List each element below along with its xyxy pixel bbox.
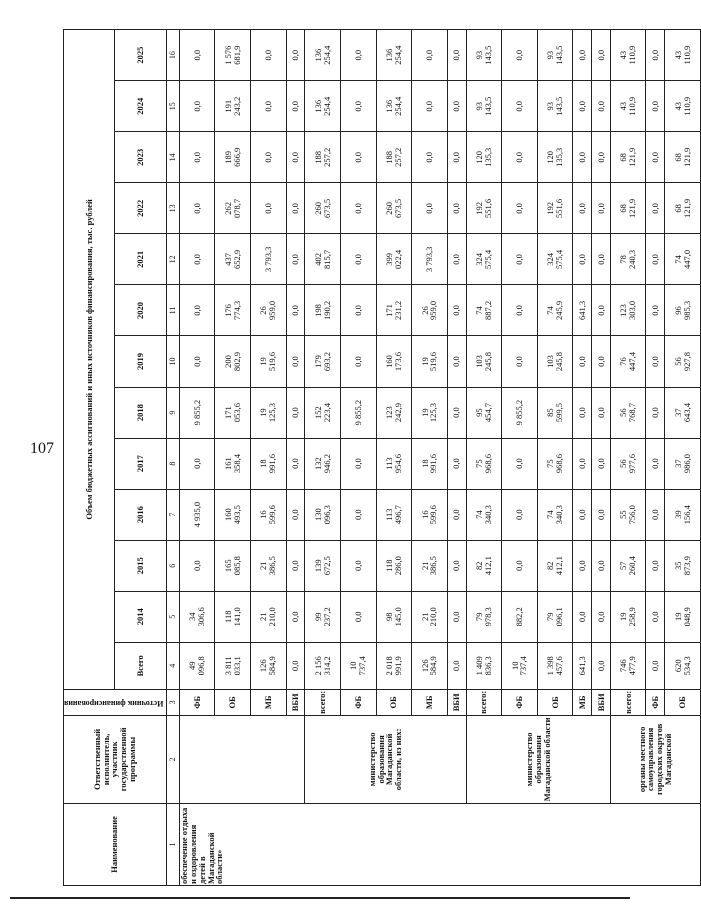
total-cell: 3 811 033,1	[215, 642, 251, 689]
year-value-cell: 0,0	[250, 81, 286, 132]
year-value-cell: 93 143,5	[466, 30, 502, 81]
source-cell: МБ	[250, 689, 286, 715]
year-value-cell: 0,0	[592, 387, 611, 438]
total-cell: 1 409 836,3	[466, 642, 502, 689]
year-value-cell: 0,0	[592, 591, 611, 642]
header-year: 2025	[115, 30, 166, 81]
year-value-cell: 35 873,9	[665, 540, 701, 591]
total-cell: 1 398 457,6	[537, 642, 573, 689]
year-value-cell: 136 254,4	[376, 81, 412, 132]
total-cell: 0,0	[646, 642, 665, 689]
column-index: 13	[166, 183, 179, 234]
header-year: 2014	[115, 591, 166, 642]
year-value-cell: 165 085,8	[215, 540, 251, 591]
year-value-cell: 98 145,0	[376, 591, 412, 642]
year-value-cell: 123 303,0	[610, 285, 646, 336]
source-cell: ФБ	[646, 689, 665, 715]
year-value-cell: 0,0	[179, 336, 215, 387]
year-value-cell: 0,0	[502, 285, 538, 336]
column-index: 10	[166, 336, 179, 387]
year-value-cell: 0,0	[646, 30, 665, 81]
year-value-cell: 179 693,2	[305, 336, 341, 387]
year-value-cell: 189 666,9	[215, 132, 251, 183]
bottom-rule	[10, 897, 630, 899]
year-value-cell: 9 855,2	[340, 387, 376, 438]
year-value-cell: 16 599,6	[412, 489, 448, 540]
year-value-cell: 0,0	[646, 387, 665, 438]
year-value-cell: 43 110,9	[665, 81, 701, 132]
column-index: 15	[166, 81, 179, 132]
table-row	[179, 30, 215, 886]
column-index: 11	[166, 285, 179, 336]
column-index: 2	[166, 715, 179, 803]
source-cell: МБ	[573, 689, 592, 715]
year-value-cell: 0,0	[573, 591, 592, 642]
total-cell: 10 737,4	[502, 642, 538, 689]
year-value-cell: 113 496,7	[376, 489, 412, 540]
year-value-cell: 0,0	[447, 489, 466, 540]
year-value-cell: 0,0	[179, 285, 215, 336]
column-index: 1	[166, 803, 179, 885]
year-value-cell: 0,0	[502, 183, 538, 234]
year-value-cell: 0,0	[286, 438, 305, 489]
year-value-cell: 16 599,6	[250, 489, 286, 540]
year-value-cell: 18 991,6	[250, 438, 286, 489]
year-value-cell: 188 257,2	[376, 132, 412, 183]
year-value-cell: 260 673,5	[305, 183, 341, 234]
year-value-cell: 0,0	[447, 387, 466, 438]
year-value-cell: 0,0	[179, 30, 215, 81]
total-cell: 126 584,9	[412, 642, 448, 689]
year-value-cell: 39 156,4	[665, 489, 701, 540]
year-value-cell: 0,0	[179, 183, 215, 234]
year-value-cell: 82 412,1	[537, 540, 573, 591]
year-value-cell: 21 386,5	[412, 540, 448, 591]
year-value-cell: 123 242,9	[376, 387, 412, 438]
year-value-cell: 171 231,2	[376, 285, 412, 336]
year-value-cell: 0,0	[412, 132, 448, 183]
responsible-cell: министерство образования Магаданской области, из них:	[305, 715, 466, 803]
header-year: 2018	[115, 387, 166, 438]
year-value-cell: 132 946,2	[305, 438, 341, 489]
year-value-cell: 68 121,9	[665, 183, 701, 234]
index-row	[166, 30, 179, 886]
header-year: 2017	[115, 438, 166, 489]
header-year: 2019	[115, 336, 166, 387]
year-value-cell: 93 143,5	[466, 81, 502, 132]
year-value-cell: 0,0	[340, 234, 376, 285]
year-value-cell: 75 968,6	[537, 438, 573, 489]
year-value-cell: 43 110,9	[610, 81, 646, 132]
year-value-cell: 0,0	[286, 285, 305, 336]
column-index: 12	[166, 234, 179, 285]
year-value-cell: 0,0	[286, 183, 305, 234]
year-value-cell: 99 237,2	[305, 591, 341, 642]
source-cell: ОБ	[665, 689, 701, 715]
year-value-cell: 0,0	[573, 132, 592, 183]
year-value-cell: 136 254,4	[305, 81, 341, 132]
total-cell: 0,0	[286, 642, 305, 689]
year-value-cell: 0,0	[592, 438, 611, 489]
year-value-cell: 0,0	[592, 540, 611, 591]
year-value-cell: 191 243,2	[215, 81, 251, 132]
year-value-cell: 0,0	[286, 591, 305, 642]
year-value-cell: 262 078,7	[215, 183, 251, 234]
year-value-cell: 0,0	[286, 132, 305, 183]
year-value-cell: 260 673,5	[376, 183, 412, 234]
header-responsible: Ответственный исполнитель, участник государственной программы	[64, 715, 167, 803]
year-value-cell: 118 141,0	[215, 591, 251, 642]
year-value-cell: 0,0	[646, 81, 665, 132]
year-value-cell: 399 022,4	[376, 234, 412, 285]
year-value-cell: 0,0	[447, 234, 466, 285]
header-year: 2020	[115, 285, 166, 336]
year-value-cell: 0,0	[502, 30, 538, 81]
table-row	[466, 30, 502, 886]
year-value-cell: 26 959,0	[250, 285, 286, 336]
year-value-cell: 0,0	[502, 132, 538, 183]
source-cell: ВБИ	[447, 689, 466, 715]
year-value-cell: 0,0	[592, 489, 611, 540]
total-cell: 0,0	[447, 642, 466, 689]
source-cell: всего:	[466, 689, 502, 715]
year-value-cell: 152 223,4	[305, 387, 341, 438]
year-value-cell: 324 575,4	[537, 234, 573, 285]
source-cell: всего:	[305, 689, 341, 715]
year-value-cell: 0,0	[646, 591, 665, 642]
year-value-cell: 0,0	[286, 489, 305, 540]
year-value-cell: 0,0	[250, 132, 286, 183]
year-value-cell: 0,0	[573, 540, 592, 591]
year-value-cell: 56 768,7	[610, 387, 646, 438]
total-cell: 2 018 991,9	[376, 642, 412, 689]
column-index: 7	[166, 489, 179, 540]
total-cell: 0,0	[592, 642, 611, 689]
year-value-cell: 4 935,0	[179, 489, 215, 540]
year-value-cell: 113 954,6	[376, 438, 412, 489]
table-body	[179, 30, 700, 886]
year-value-cell: 0,0	[592, 285, 611, 336]
year-value-cell: 176 774,3	[215, 285, 251, 336]
year-value-cell: 0,0	[502, 540, 538, 591]
total-cell: 746 477,9	[610, 642, 646, 689]
year-value-cell: 103 245,8	[466, 336, 502, 387]
year-value-cell: 0,0	[340, 489, 376, 540]
year-value-cell: 0,0	[646, 489, 665, 540]
header-name: Наименование	[64, 803, 167, 885]
year-value-cell: 74 340,3	[537, 489, 573, 540]
year-value-cell: 0,0	[179, 132, 215, 183]
header-year: 2021	[115, 234, 166, 285]
total-cell: 2 156 314,2	[305, 642, 341, 689]
total-cell: 126 584,9	[250, 642, 286, 689]
year-value-cell: 0,0	[340, 30, 376, 81]
year-value-cell: 198 190,2	[305, 285, 341, 336]
year-value-cell: 0,0	[502, 489, 538, 540]
year-value-cell: 74 340,3	[466, 489, 502, 540]
source-cell: ФБ	[340, 689, 376, 715]
year-value-cell: 34 306,6	[179, 591, 215, 642]
year-value-cell: 93 143,5	[537, 30, 573, 81]
year-value-cell: 37 643,4	[665, 387, 701, 438]
year-value-cell: 882,2	[502, 591, 538, 642]
year-value-cell: 136 254,4	[376, 30, 412, 81]
year-value-cell: 0,0	[179, 438, 215, 489]
year-value-cell: 0,0	[447, 81, 466, 132]
year-value-cell: 161 358,4	[215, 438, 251, 489]
year-value-cell: 0,0	[412, 30, 448, 81]
year-value-cell: 0,0	[179, 540, 215, 591]
year-value-cell: 0,0	[592, 234, 611, 285]
year-value-cell: 74 447,0	[665, 234, 701, 285]
year-value-cell: 0,0	[447, 285, 466, 336]
year-value-cell: 0,0	[340, 81, 376, 132]
year-value-cell: 0,0	[340, 591, 376, 642]
year-value-cell: 0,0	[573, 183, 592, 234]
year-value-cell: 171 053,6	[215, 387, 251, 438]
total-cell: 641,3	[573, 642, 592, 689]
year-value-cell: 74 245,9	[537, 285, 573, 336]
year-value-cell: 0,0	[340, 438, 376, 489]
year-value-cell: 0,0	[646, 336, 665, 387]
year-value-cell: 19 258,9	[610, 591, 646, 642]
year-value-cell: 0,0	[286, 81, 305, 132]
source-cell: ФБ	[502, 689, 538, 715]
year-value-cell: 200 802,9	[215, 336, 251, 387]
year-value-cell: 0,0	[646, 540, 665, 591]
year-value-cell: 68 121,9	[610, 183, 646, 234]
year-value-cell: 192 551,6	[537, 183, 573, 234]
source-cell: ВБИ	[286, 689, 305, 715]
column-index: 9	[166, 387, 179, 438]
source-cell: ФБ	[179, 689, 215, 715]
year-value-cell: 18 991,6	[412, 438, 448, 489]
year-value-cell: 0,0	[412, 183, 448, 234]
source-cell: ОБ	[537, 689, 573, 715]
year-value-cell: 0,0	[286, 387, 305, 438]
header-year: 2015	[115, 540, 166, 591]
column-index: 4	[166, 642, 179, 689]
column-index: 3	[166, 689, 179, 715]
year-value-cell: 74 887,2	[466, 285, 502, 336]
year-value-cell: 0,0	[447, 183, 466, 234]
year-value-cell: 0,0	[286, 234, 305, 285]
program-name-cell: обеспечение отдыха и оздоровления детей в Магаданской области»	[179, 803, 700, 885]
year-value-cell: 402 815,7	[305, 234, 341, 285]
year-value-cell: 0,0	[447, 591, 466, 642]
year-value-cell: 0,0	[573, 438, 592, 489]
year-value-cell: 0,0	[179, 234, 215, 285]
source-cell: ОБ	[215, 689, 251, 715]
year-value-cell: 437 652,9	[215, 234, 251, 285]
year-value-cell: 9 855,2	[502, 387, 538, 438]
table-row	[305, 30, 341, 886]
source-cell: МБ	[412, 689, 448, 715]
header-year: 2023	[115, 132, 166, 183]
year-value-cell: 0,0	[286, 30, 305, 81]
year-value-cell: 0,0	[646, 285, 665, 336]
year-value-cell: 0,0	[447, 30, 466, 81]
page-number: 107	[30, 440, 54, 457]
year-value-cell: 0,0	[179, 81, 215, 132]
header-source	[64, 689, 167, 715]
column-index: 16	[166, 30, 179, 81]
year-value-cell: 130 096,3	[305, 489, 341, 540]
year-value-cell: 192 551,6	[466, 183, 502, 234]
year-value-cell: 82 412,1	[466, 540, 502, 591]
year-value-cell: 1 576 681,9	[215, 30, 251, 81]
header-volume-title: Объем бюджетных ассигнований и иных источников финансирования, тыс. рублей	[64, 30, 115, 690]
year-value-cell: 120 135,3	[537, 132, 573, 183]
year-value-cell: 0,0	[573, 336, 592, 387]
year-value-cell: 21 210,0	[412, 591, 448, 642]
year-value-cell: 0,0	[573, 234, 592, 285]
year-value-cell: 68 121,9	[610, 132, 646, 183]
year-value-cell: 0,0	[592, 81, 611, 132]
rotated-table-container	[63, 29, 692, 886]
year-value-cell: 160 493,5	[215, 489, 251, 540]
year-value-cell: 9 855,2	[179, 387, 215, 438]
year-value-cell: 19 048,9	[665, 591, 701, 642]
year-value-cell: 0,0	[447, 336, 466, 387]
header-year: 2022	[115, 183, 166, 234]
year-value-cell: 0,0	[573, 387, 592, 438]
header-year: 2024	[115, 81, 166, 132]
year-value-cell: 0,0	[250, 183, 286, 234]
year-value-cell: 0,0	[412, 81, 448, 132]
year-value-cell: 78 240,3	[610, 234, 646, 285]
year-value-cell: 55 756,0	[610, 489, 646, 540]
year-value-cell: 0,0	[286, 336, 305, 387]
year-value-cell: 0,0	[573, 489, 592, 540]
column-index: 6	[166, 540, 179, 591]
year-value-cell: 120 135,3	[466, 132, 502, 183]
year-value-cell: 0,0	[573, 81, 592, 132]
year-value-cell: 139 672,5	[305, 540, 341, 591]
year-value-cell: 56 977,6	[610, 438, 646, 489]
year-value-cell: 0,0	[340, 540, 376, 591]
year-value-cell: 0,0	[286, 540, 305, 591]
year-value-cell: 188 257,2	[305, 132, 341, 183]
year-value-cell: 19 125,3	[250, 387, 286, 438]
year-value-cell: 37 986,0	[665, 438, 701, 489]
year-value-cell: 68 121,9	[665, 132, 701, 183]
year-value-cell: 0,0	[646, 132, 665, 183]
year-value-cell: 21 386,5	[250, 540, 286, 591]
year-value-cell: 96 985,3	[665, 285, 701, 336]
year-value-cell: 0,0	[447, 438, 466, 489]
year-value-cell: 43 110,9	[610, 30, 646, 81]
year-value-cell: 0,0	[447, 132, 466, 183]
column-index: 14	[166, 132, 179, 183]
year-value-cell: 0,0	[573, 30, 592, 81]
responsible-cell: органы местного самоуправления городских округов Магаданской	[610, 715, 700, 803]
year-value-cell: 0,0	[646, 234, 665, 285]
year-value-cell: 57 260,4	[610, 540, 646, 591]
year-value-cell: 0,0	[502, 438, 538, 489]
year-value-cell: 0,0	[502, 81, 538, 132]
year-value-cell: 0,0	[646, 438, 665, 489]
year-value-cell: 75 968,6	[466, 438, 502, 489]
year-value-cell: 0,0	[592, 336, 611, 387]
column-index: 8	[166, 438, 179, 489]
total-cell: 49 096,8	[179, 642, 215, 689]
header-source-text: Источник финансирования	[64, 698, 164, 708]
total-cell: 10 737,4	[340, 642, 376, 689]
responsible-cell	[179, 715, 305, 803]
year-value-cell: 95 454,7	[466, 387, 502, 438]
year-value-cell: 118 286,0	[376, 540, 412, 591]
year-value-cell: 324 575,4	[466, 234, 502, 285]
year-value-cell: 0,0	[340, 285, 376, 336]
header-total: Всего	[115, 642, 166, 689]
year-value-cell: 136 254,4	[305, 30, 341, 81]
year-value-cell: 76 447,4	[610, 336, 646, 387]
header-year: 2016	[115, 489, 166, 540]
year-value-cell: 56 927,8	[665, 336, 701, 387]
year-value-cell: 641,3	[573, 285, 592, 336]
year-value-cell: 0,0	[447, 540, 466, 591]
responsible-cell: министерство образования Магаданской области	[466, 715, 610, 803]
year-value-cell: 93 143,5	[537, 81, 573, 132]
year-value-cell: 0,0	[502, 234, 538, 285]
year-value-cell: 0,0	[592, 183, 611, 234]
year-value-cell: 26 959,0	[412, 285, 448, 336]
year-value-cell: 0,0	[592, 132, 611, 183]
year-value-cell: 79 978,3	[466, 591, 502, 642]
year-value-cell: 85 599,5	[537, 387, 573, 438]
table-row	[610, 30, 646, 886]
total-cell: 620 534,3	[665, 642, 701, 689]
year-value-cell: 0,0	[502, 336, 538, 387]
source-cell: всего:	[610, 689, 646, 715]
source-cell: ОБ	[376, 689, 412, 715]
funding-table	[63, 29, 701, 886]
year-value-cell: 3 793,3	[412, 234, 448, 285]
year-value-cell: 43 110,9	[665, 30, 701, 81]
year-value-cell: 0,0	[340, 183, 376, 234]
column-index: 5	[166, 591, 179, 642]
year-value-cell: 19 519,6	[412, 336, 448, 387]
year-value-cell: 160 173,6	[376, 336, 412, 387]
year-value-cell: 3 793,3	[250, 234, 286, 285]
year-value-cell: 19 519,6	[250, 336, 286, 387]
year-value-cell: 0,0	[250, 30, 286, 81]
year-value-cell: 0,0	[340, 132, 376, 183]
source-cell: ВБИ	[592, 689, 611, 715]
year-value-cell: 19 125,3	[412, 387, 448, 438]
year-value-cell: 0,0	[340, 336, 376, 387]
year-value-cell: 21 210,0	[250, 591, 286, 642]
year-value-cell: 0,0	[646, 183, 665, 234]
year-value-cell: 79 096,1	[537, 591, 573, 642]
year-value-cell: 103 245,8	[537, 336, 573, 387]
year-value-cell: 0,0	[592, 30, 611, 81]
